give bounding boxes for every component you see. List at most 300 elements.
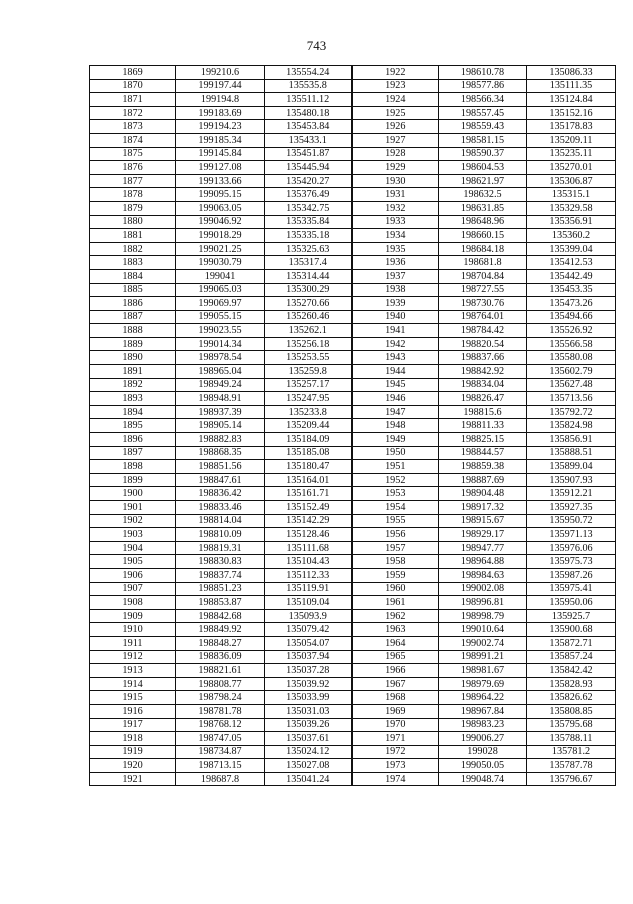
- y-coordinate-right-cell: 135792.72: [527, 405, 616, 419]
- x-coordinate-left-cell: 198965.04: [176, 365, 265, 379]
- point-number-right-cell: 1925: [352, 106, 439, 120]
- x-coordinate-right-cell: 198825.15: [439, 433, 527, 447]
- y-coordinate-right-cell: 135526.92: [527, 324, 616, 338]
- x-coordinate-right-cell: 198604.53: [439, 161, 527, 175]
- point-number-left-cell: 1908: [90, 596, 176, 610]
- point-number-left-cell: 1916: [90, 704, 176, 718]
- x-coordinate-left-cell: 198905.14: [176, 419, 265, 433]
- point-number-right-cell: 1959: [352, 568, 439, 582]
- point-number-right-cell: 1933: [352, 215, 439, 229]
- y-coordinate-right-cell: 135235.11: [527, 147, 616, 161]
- x-coordinate-left-cell: 198851.56: [176, 460, 265, 474]
- y-coordinate-right-cell: 135872.71: [527, 636, 616, 650]
- y-coordinate-right-cell: 135781.2: [527, 745, 616, 759]
- y-coordinate-left-cell: 135535.8: [265, 79, 352, 93]
- x-coordinate-right-cell: 198929.17: [439, 528, 527, 542]
- x-coordinate-left-cell: 198842.68: [176, 609, 265, 623]
- x-coordinate-right-cell: 198983.23: [439, 718, 527, 732]
- point-number-right-cell: 1948: [352, 419, 439, 433]
- point-number-left-cell: 1915: [90, 691, 176, 705]
- point-number-left-cell: 1888: [90, 324, 176, 338]
- point-number-right-cell: 1957: [352, 541, 439, 555]
- x-coordinate-right-cell: 198915.67: [439, 514, 527, 528]
- x-coordinate-left-cell: 198821.61: [176, 664, 265, 678]
- table-row: [90, 609, 616, 623]
- x-coordinate-right-cell: 199048.74: [439, 772, 527, 786]
- y-coordinate-right-cell: 135602.79: [527, 365, 616, 379]
- x-coordinate-left-cell: 199055.15: [176, 310, 265, 324]
- x-coordinate-right-cell: 198648.96: [439, 215, 527, 229]
- x-coordinate-right-cell: 198566.34: [439, 93, 527, 107]
- x-coordinate-left-cell: 198836.42: [176, 487, 265, 501]
- point-number-right-cell: 1956: [352, 528, 439, 542]
- x-coordinate-left-cell: 199023.55: [176, 324, 265, 338]
- y-coordinate-left-cell: 135445.94: [265, 161, 352, 175]
- point-number-left-cell: 1909: [90, 609, 176, 623]
- y-coordinate-right-cell: 135356.91: [527, 215, 616, 229]
- y-coordinate-left-cell: 135256.18: [265, 337, 352, 351]
- y-coordinate-left-cell: 135093.9: [265, 609, 352, 623]
- table-row: [90, 745, 616, 759]
- x-coordinate-left-cell: 199065.03: [176, 283, 265, 297]
- y-coordinate-right-cell: 135826.62: [527, 691, 616, 705]
- point-number-right-cell: 1938: [352, 283, 439, 297]
- table-row: [90, 446, 616, 460]
- point-number-right-cell: 1958: [352, 555, 439, 569]
- x-coordinate-left-cell: 198851.23: [176, 582, 265, 596]
- y-coordinate-left-cell: 135433.1: [265, 133, 352, 147]
- point-number-right-cell: 1961: [352, 596, 439, 610]
- point-number-left-cell: 1911: [90, 636, 176, 650]
- point-number-left-cell: 1887: [90, 310, 176, 324]
- point-number-left-cell: 1906: [90, 568, 176, 582]
- y-coordinate-right-cell: 135976.06: [527, 541, 616, 555]
- x-coordinate-left-cell: 198949.24: [176, 378, 265, 392]
- point-number-left-cell: 1881: [90, 229, 176, 243]
- point-number-left-cell: 1910: [90, 623, 176, 637]
- x-coordinate-right-cell: 198811.33: [439, 419, 527, 433]
- point-number-left-cell: 1898: [90, 460, 176, 474]
- y-coordinate-left-cell: 135247.95: [265, 392, 352, 406]
- table-row: [90, 405, 616, 419]
- table-row: [90, 324, 616, 338]
- table-row: [90, 555, 616, 569]
- y-coordinate-left-cell: 135037.28: [265, 664, 352, 678]
- x-coordinate-left-cell: 199041: [176, 269, 265, 283]
- point-number-left-cell: 1891: [90, 365, 176, 379]
- y-coordinate-right-cell: 135907.93: [527, 473, 616, 487]
- point-number-left-cell: 1905: [90, 555, 176, 569]
- table-row: [90, 460, 616, 474]
- x-coordinate-right-cell: 199006.27: [439, 732, 527, 746]
- point-number-right-cell: 1926: [352, 120, 439, 134]
- x-coordinate-left-cell: 198848.27: [176, 636, 265, 650]
- coordinate-table: [89, 65, 616, 786]
- y-coordinate-left-cell: 135185.08: [265, 446, 352, 460]
- y-coordinate-right-cell: 135788.11: [527, 732, 616, 746]
- x-coordinate-left-cell: 198747.05: [176, 732, 265, 746]
- point-number-right-cell: 1934: [352, 229, 439, 243]
- point-number-left-cell: 1880: [90, 215, 176, 229]
- table-row: [90, 487, 616, 501]
- x-coordinate-left-cell: 199183.69: [176, 106, 265, 120]
- x-coordinate-left-cell: 198734.87: [176, 745, 265, 759]
- x-coordinate-right-cell: 198859.38: [439, 460, 527, 474]
- point-number-right-cell: 1935: [352, 242, 439, 256]
- point-number-right-cell: 1952: [352, 473, 439, 487]
- y-coordinate-left-cell: 135325.63: [265, 242, 352, 256]
- x-coordinate-left-cell: 199018.29: [176, 229, 265, 243]
- point-number-right-cell: 1939: [352, 297, 439, 311]
- table-row: [90, 473, 616, 487]
- x-coordinate-left-cell: 198836.09: [176, 650, 265, 664]
- x-coordinate-right-cell: 198981.67: [439, 664, 527, 678]
- y-coordinate-left-cell: 135152.49: [265, 501, 352, 515]
- table-row: [90, 691, 616, 705]
- x-coordinate-right-cell: 198632.5: [439, 188, 527, 202]
- y-coordinate-right-cell: 135329.58: [527, 201, 616, 215]
- y-coordinate-right-cell: 135473.26: [527, 297, 616, 311]
- x-coordinate-right-cell: 198904.48: [439, 487, 527, 501]
- y-coordinate-right-cell: 135975.73: [527, 555, 616, 569]
- y-coordinate-left-cell: 135451.87: [265, 147, 352, 161]
- x-coordinate-left-cell: 198833.46: [176, 501, 265, 515]
- point-number-right-cell: 1940: [352, 310, 439, 324]
- point-number-right-cell: 1962: [352, 609, 439, 623]
- y-coordinate-left-cell: 135037.94: [265, 650, 352, 664]
- x-coordinate-left-cell: 198819.31: [176, 541, 265, 555]
- x-coordinate-right-cell: 199002.08: [439, 582, 527, 596]
- table-row: [90, 201, 616, 215]
- y-coordinate-right-cell: 135494.66: [527, 310, 616, 324]
- x-coordinate-right-cell: 198631.85: [439, 201, 527, 215]
- point-number-right-cell: 1968: [352, 691, 439, 705]
- table-row: [90, 541, 616, 555]
- point-number-left-cell: 1899: [90, 473, 176, 487]
- point-number-right-cell: 1967: [352, 677, 439, 691]
- x-coordinate-right-cell: 198842.92: [439, 365, 527, 379]
- y-coordinate-right-cell: 135900.68: [527, 623, 616, 637]
- x-coordinate-left-cell: 199145.84: [176, 147, 265, 161]
- x-coordinate-right-cell: 198826.47: [439, 392, 527, 406]
- table-row: [90, 392, 616, 406]
- x-coordinate-right-cell: 198621.97: [439, 174, 527, 188]
- point-number-right-cell: 1950: [352, 446, 439, 460]
- x-coordinate-right-cell: 199002.74: [439, 636, 527, 650]
- coordinate-table-body: [90, 66, 616, 786]
- table-row: [90, 269, 616, 283]
- x-coordinate-right-cell: 198887.69: [439, 473, 527, 487]
- y-coordinate-left-cell: 135259.8: [265, 365, 352, 379]
- y-coordinate-right-cell: 135580.08: [527, 351, 616, 365]
- y-coordinate-left-cell: 135109.04: [265, 596, 352, 610]
- table-row: [90, 310, 616, 324]
- x-coordinate-left-cell: 198847.61: [176, 473, 265, 487]
- x-coordinate-right-cell: 198784.42: [439, 324, 527, 338]
- y-coordinate-left-cell: 135376.49: [265, 188, 352, 202]
- x-coordinate-left-cell: 199063.05: [176, 201, 265, 215]
- y-coordinate-right-cell: 135899.04: [527, 460, 616, 474]
- y-coordinate-right-cell: 135856.91: [527, 433, 616, 447]
- y-coordinate-right-cell: 135925.7: [527, 609, 616, 623]
- table-row: [90, 242, 616, 256]
- point-number-left-cell: 1892: [90, 378, 176, 392]
- y-coordinate-left-cell: 135314.44: [265, 269, 352, 283]
- x-coordinate-right-cell: 198730.76: [439, 297, 527, 311]
- y-coordinate-right-cell: 135987.26: [527, 568, 616, 582]
- table-row: [90, 66, 616, 80]
- x-coordinate-right-cell: 198660.15: [439, 229, 527, 243]
- x-coordinate-left-cell: 198798.24: [176, 691, 265, 705]
- y-coordinate-left-cell: 135041.24: [265, 772, 352, 786]
- point-number-right-cell: 1943: [352, 351, 439, 365]
- x-coordinate-left-cell: 198814.04: [176, 514, 265, 528]
- x-coordinate-right-cell: 198998.79: [439, 609, 527, 623]
- point-number-left-cell: 1882: [90, 242, 176, 256]
- point-number-right-cell: 1973: [352, 759, 439, 773]
- y-coordinate-right-cell: 135975.41: [527, 582, 616, 596]
- table-row: [90, 596, 616, 610]
- point-number-left-cell: 1913: [90, 664, 176, 678]
- y-coordinate-right-cell: 135795.68: [527, 718, 616, 732]
- x-coordinate-left-cell: 198948.91: [176, 392, 265, 406]
- y-coordinate-right-cell: 135888.51: [527, 446, 616, 460]
- point-number-left-cell: 1904: [90, 541, 176, 555]
- y-coordinate-left-cell: 135317.4: [265, 256, 352, 270]
- point-number-left-cell: 1874: [90, 133, 176, 147]
- point-number-left-cell: 1884: [90, 269, 176, 283]
- point-number-left-cell: 1918: [90, 732, 176, 746]
- x-coordinate-left-cell: 199210.6: [176, 66, 265, 80]
- point-number-right-cell: 1927: [352, 133, 439, 147]
- y-coordinate-right-cell: 135453.35: [527, 283, 616, 297]
- y-coordinate-right-cell: 135857.24: [527, 650, 616, 664]
- x-coordinate-right-cell: 198996.81: [439, 596, 527, 610]
- y-coordinate-left-cell: 135453.84: [265, 120, 352, 134]
- y-coordinate-right-cell: 135086.33: [527, 66, 616, 80]
- table-row: [90, 147, 616, 161]
- point-number-right-cell: 1954: [352, 501, 439, 515]
- x-coordinate-right-cell: 198557.45: [439, 106, 527, 120]
- y-coordinate-left-cell: 135142.29: [265, 514, 352, 528]
- y-coordinate-right-cell: 135971.13: [527, 528, 616, 542]
- x-coordinate-left-cell: 198978.54: [176, 351, 265, 365]
- table-row: [90, 378, 616, 392]
- point-number-right-cell: 1937: [352, 269, 439, 283]
- point-number-right-cell: 1953: [352, 487, 439, 501]
- y-coordinate-right-cell: 135152.16: [527, 106, 616, 120]
- page-number: 743: [306, 38, 327, 53]
- table-row: [90, 718, 616, 732]
- table-row: [90, 297, 616, 311]
- y-coordinate-right-cell: 135950.72: [527, 514, 616, 528]
- point-number-right-cell: 1945: [352, 378, 439, 392]
- x-coordinate-right-cell: 198967.84: [439, 704, 527, 718]
- point-number-left-cell: 1875: [90, 147, 176, 161]
- y-coordinate-left-cell: 135335.18: [265, 229, 352, 243]
- point-number-left-cell: 1907: [90, 582, 176, 596]
- y-coordinate-left-cell: 135027.08: [265, 759, 352, 773]
- y-coordinate-right-cell: 135627.48: [527, 378, 616, 392]
- y-coordinate-right-cell: 135808.85: [527, 704, 616, 718]
- point-number-left-cell: 1883: [90, 256, 176, 270]
- y-coordinate-right-cell: 135124.84: [527, 93, 616, 107]
- point-number-right-cell: 1947: [352, 405, 439, 419]
- point-number-left-cell: 1917: [90, 718, 176, 732]
- point-number-right-cell: 1963: [352, 623, 439, 637]
- point-number-left-cell: 1897: [90, 446, 176, 460]
- y-coordinate-right-cell: 135111.35: [527, 79, 616, 93]
- point-number-right-cell: 1942: [352, 337, 439, 351]
- y-coordinate-right-cell: 135209.11: [527, 133, 616, 147]
- point-number-right-cell: 1960: [352, 582, 439, 596]
- y-coordinate-left-cell: 135511.12: [265, 93, 352, 107]
- point-number-left-cell: 1890: [90, 351, 176, 365]
- x-coordinate-right-cell: 198964.88: [439, 555, 527, 569]
- y-coordinate-right-cell: 135442.49: [527, 269, 616, 283]
- x-coordinate-left-cell: 199095.15: [176, 188, 265, 202]
- point-number-left-cell: 1919: [90, 745, 176, 759]
- x-coordinate-right-cell: 198837.66: [439, 351, 527, 365]
- x-coordinate-left-cell: 199021.25: [176, 242, 265, 256]
- y-coordinate-left-cell: 135300.29: [265, 283, 352, 297]
- point-number-left-cell: 1886: [90, 297, 176, 311]
- y-coordinate-right-cell: 135412.53: [527, 256, 616, 270]
- x-coordinate-left-cell: 199197.44: [176, 79, 265, 93]
- y-coordinate-left-cell: 135033.99: [265, 691, 352, 705]
- y-coordinate-right-cell: 135842.42: [527, 664, 616, 678]
- point-number-left-cell: 1894: [90, 405, 176, 419]
- x-coordinate-right-cell: 198590.37: [439, 147, 527, 161]
- y-coordinate-right-cell: 135796.67: [527, 772, 616, 786]
- table-row: [90, 256, 616, 270]
- y-coordinate-left-cell: 135031.03: [265, 704, 352, 718]
- table-row: [90, 229, 616, 243]
- x-coordinate-right-cell: 198681.8: [439, 256, 527, 270]
- x-coordinate-right-cell: 199010.64: [439, 623, 527, 637]
- y-coordinate-left-cell: 135420.27: [265, 174, 352, 188]
- x-coordinate-right-cell: 198764.01: [439, 310, 527, 324]
- y-coordinate-left-cell: 135253.55: [265, 351, 352, 365]
- point-number-right-cell: 1931: [352, 188, 439, 202]
- x-coordinate-left-cell: 198837.74: [176, 568, 265, 582]
- table-row: [90, 79, 616, 93]
- y-coordinate-left-cell: 135112.33: [265, 568, 352, 582]
- point-number-right-cell: 1944: [352, 365, 439, 379]
- x-coordinate-left-cell: 199194.8: [176, 93, 265, 107]
- y-coordinate-right-cell: 135566.58: [527, 337, 616, 351]
- point-number-left-cell: 1896: [90, 433, 176, 447]
- x-coordinate-right-cell: 198991.21: [439, 650, 527, 664]
- y-coordinate-left-cell: 135164.01: [265, 473, 352, 487]
- y-coordinate-left-cell: 135079.42: [265, 623, 352, 637]
- x-coordinate-left-cell: 198810.09: [176, 528, 265, 542]
- x-coordinate-right-cell: 198581.15: [439, 133, 527, 147]
- x-coordinate-left-cell: 199046.92: [176, 215, 265, 229]
- y-coordinate-right-cell: 135360.2: [527, 229, 616, 243]
- x-coordinate-left-cell: 198868.35: [176, 446, 265, 460]
- y-coordinate-left-cell: 135184.09: [265, 433, 352, 447]
- y-coordinate-left-cell: 135119.91: [265, 582, 352, 596]
- table-row: [90, 759, 616, 773]
- point-number-left-cell: 1895: [90, 419, 176, 433]
- x-coordinate-left-cell: 199133.66: [176, 174, 265, 188]
- x-coordinate-left-cell: 199185.34: [176, 133, 265, 147]
- x-coordinate-left-cell: 198687.8: [176, 772, 265, 786]
- point-number-right-cell: 1928: [352, 147, 439, 161]
- x-coordinate-left-cell: 198808.77: [176, 677, 265, 691]
- x-coordinate-right-cell: 198984.63: [439, 568, 527, 582]
- table-row: [90, 120, 616, 134]
- point-number-left-cell: 1900: [90, 487, 176, 501]
- table-row: [90, 174, 616, 188]
- point-number-right-cell: 1964: [352, 636, 439, 650]
- table-row: [90, 161, 616, 175]
- y-coordinate-right-cell: 135178.83: [527, 120, 616, 134]
- point-number-right-cell: 1965: [352, 650, 439, 664]
- x-coordinate-right-cell: 198917.32: [439, 501, 527, 515]
- table-row: [90, 433, 616, 447]
- y-coordinate-left-cell: 135128.46: [265, 528, 352, 542]
- table-row: [90, 188, 616, 202]
- x-coordinate-right-cell: 198577.86: [439, 79, 527, 93]
- x-coordinate-left-cell: 199194.23: [176, 120, 265, 134]
- y-coordinate-left-cell: 135554.24: [265, 66, 352, 80]
- x-coordinate-right-cell: 198979.69: [439, 677, 527, 691]
- y-coordinate-left-cell: 135180.47: [265, 460, 352, 474]
- x-coordinate-right-cell: 199050.05: [439, 759, 527, 773]
- point-number-right-cell: 1955: [352, 514, 439, 528]
- point-number-left-cell: 1903: [90, 528, 176, 542]
- point-number-left-cell: 1920: [90, 759, 176, 773]
- point-number-right-cell: 1922: [352, 66, 439, 80]
- y-coordinate-right-cell: 135828.93: [527, 677, 616, 691]
- point-number-right-cell: 1930: [352, 174, 439, 188]
- table-row: [90, 568, 616, 582]
- table-row: [90, 704, 616, 718]
- y-coordinate-right-cell: 135912.21: [527, 487, 616, 501]
- x-coordinate-left-cell: 198768.12: [176, 718, 265, 732]
- x-coordinate-right-cell: 198820.54: [439, 337, 527, 351]
- table-row: [90, 337, 616, 351]
- table-row: [90, 351, 616, 365]
- table-row: [90, 419, 616, 433]
- point-number-right-cell: 1946: [352, 392, 439, 406]
- x-coordinate-left-cell: 198849.92: [176, 623, 265, 637]
- x-coordinate-right-cell: 198704.84: [439, 269, 527, 283]
- point-number-right-cell: 1923: [352, 79, 439, 93]
- y-coordinate-left-cell: 135480.18: [265, 106, 352, 120]
- x-coordinate-left-cell: 199069.97: [176, 297, 265, 311]
- y-coordinate-left-cell: 135037.61: [265, 732, 352, 746]
- table-row: [90, 514, 616, 528]
- y-coordinate-right-cell: 135306.87: [527, 174, 616, 188]
- x-coordinate-left-cell: 199127.08: [176, 161, 265, 175]
- point-number-right-cell: 1969: [352, 704, 439, 718]
- point-number-left-cell: 1871: [90, 93, 176, 107]
- table-row: [90, 772, 616, 786]
- point-number-right-cell: 1949: [352, 433, 439, 447]
- y-coordinate-left-cell: 135209.44: [265, 419, 352, 433]
- point-number-left-cell: 1912: [90, 650, 176, 664]
- table-row: [90, 106, 616, 120]
- table-row: [90, 501, 616, 515]
- point-number-left-cell: 1877: [90, 174, 176, 188]
- point-number-left-cell: 1901: [90, 501, 176, 515]
- point-number-left-cell: 1876: [90, 161, 176, 175]
- y-coordinate-left-cell: 135342.75: [265, 201, 352, 215]
- point-number-left-cell: 1878: [90, 188, 176, 202]
